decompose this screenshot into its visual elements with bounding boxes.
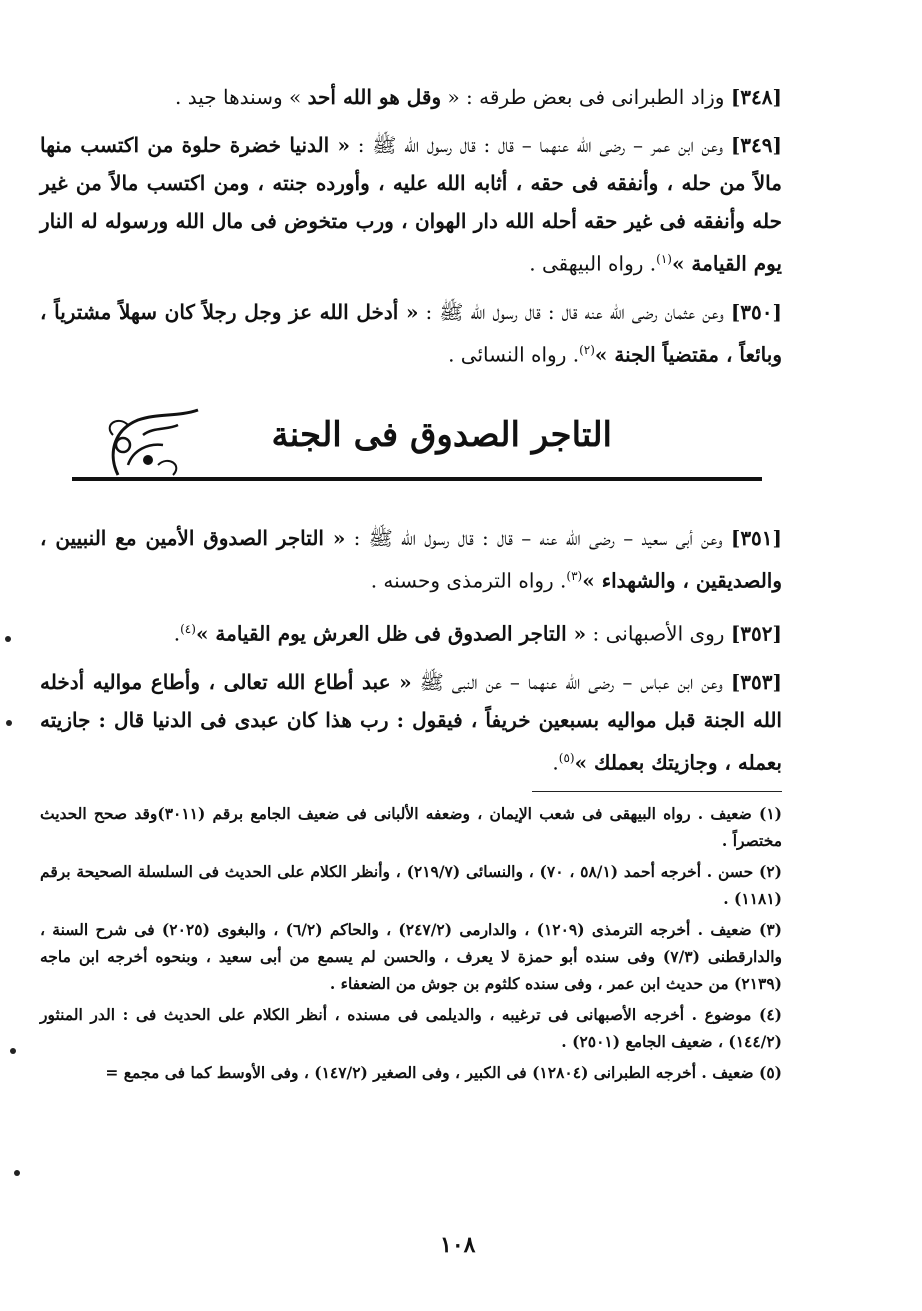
paragraph-quote: « أدخل الله عز وجل رجلاً كان سهلاً مشترياً ، وبائعاً ، مقتضياً الجنة » (40, 299, 782, 367)
footnote: (١) ضعيف . رواه البيهقى فى شعب الإيمان ، وضعفه الألبانى فى ضعيف الجامع برقم (٣٠١١)وقد صحح الحديث مختصراً . (40, 804, 782, 851)
footnote: (٣) ضعيف . أخرجه الترمذى (١٢٠٩) ، والدارمى (٢٤٧/٢) ، والحاكم (٦/٢) ، والبغوى (٢٠٢٥) فى شرح السنة ، والدارقطنى (٧/٣) وفى سنده أبو حمزة لا يعرف ، والحسن لم يسمع من أبى سعيد ، وبنحوه أخرجه ابن ماجه (٢١٣٩) من حديث ابن عمر ، وفى سنده كلثوم بن جوش من الضعفاء . (40, 920, 783, 994)
footnote: (٤) موضوع . أخرجه الأصبهانى فى ترغيبه ، والديلمى فى مسنده ، أنظر الكلام على الحديث فى : الدر المنثور (١٤٤/٢) ، ضعيف الجامع (٢٥٠١) . (40, 1005, 782, 1052)
hadith-number: [٣٥١] (730, 526, 783, 551)
paragraph-quote: « عبد أطاع الله تعالى ، وأطاع مواليه أدخله الله الجنة قبل مواليه بسبعين خريفاً ، فيقول : رب هذا كان عبدى فى الدنيا قال : جازيته بعمله ، وجازيتك بعملك » (40, 669, 782, 775)
section-heading: التاجر الصدوق فى الجنة (271, 415, 612, 456)
footnote-ref: (١) (656, 252, 672, 266)
footnote: (٥) ضعيف . أخرجه الطبرانى (١٢٨٠٤) فى الكبير ، وفى الصغير (١٤٧/٢) ، وفى الأوسط كما فى مجمع = (105, 1063, 782, 1083)
paragraph-quote: « التاجر الصدوق فى ظل العرش يوم القيامة » (195, 621, 587, 646)
footnote-ref: (٣) (566, 569, 583, 584)
hadith-number: [٣٥٢] (730, 621, 782, 646)
floral-ornament-icon (98, 405, 208, 485)
footnote: (٢) حسن . أخرجه أحمد (٥٨/١ ، ٧٠) ، والنسائى (٢١٩/٧) ، وأنظر الكلام على الحديث فى السلسلة الصحيحة برقم (١١٨١) . (40, 862, 782, 909)
paragraph-quote: « التاجر الصدوق الأمين مع النبيين ، والصديقين ، والشهداء » (40, 526, 782, 593)
paragraph-353 (40, 663, 782, 782)
hadith-number: [٣٥٠] (730, 299, 782, 324)
hadith-number: [٣٥٣] (730, 669, 782, 694)
section-heading-block (40, 395, 782, 505)
footnote-divider (532, 791, 782, 792)
page-body (40, 78, 782, 1090)
paragraph-text: وعن ابن عمر – رضى الله عنهما – قال : قال رسول الله ﷺ : (350, 133, 731, 157)
paragraph-tail: . رواه الترمذى وحسنه . (370, 568, 567, 593)
paragraph-tail: . (173, 621, 181, 646)
hadith-number: [٣٤٩] (730, 133, 782, 157)
footnote-ref: (٢) (579, 342, 595, 357)
paragraph-348 (40, 78, 782, 116)
paragraph-quote: « الدنيا خضرة حلوة من اكتسب منها مالاً من حله ، وأنفقه فى حقه ، أثابه الله عليه ، وأورده جنته ، ومن اكتسب مالاً من غير حله وأنفقه فى غير حقه أحله الله دار الهوان ، ورب متخوض فى مال الله ورسوله له النار يوم القيامة » (40, 133, 782, 276)
footnote-ref: (٥) (558, 750, 575, 765)
paragraph-text: وزاد الطبرانى فى بعض طرقه : « (441, 85, 731, 109)
paragraph-tail: » وسندها جيد . (175, 85, 308, 109)
footnote-ref: (٤) (180, 621, 196, 636)
paragraph-tail: . رواه النسائى . (448, 342, 580, 367)
paragraph-text: وعن عثمان رضى الله عنه قال : قال رسول الله ﷺ : (418, 299, 731, 324)
page-number: ١٠٨ (440, 1232, 476, 1258)
paragraph-351 (40, 519, 782, 600)
paragraph-text: وعن أبى سعيد – رضى الله عنه – قال : قال رسول الله ﷺ : (345, 526, 731, 551)
paragraph-text: روى الأصبهانى : (586, 621, 731, 646)
paragraph-text: وعن ابن عباس – رضى الله عنهما – عن النبى ﷺ (411, 669, 731, 694)
scan-mark (14, 1170, 20, 1176)
paragraph-349 (40, 126, 782, 283)
scan-mark (10, 1048, 16, 1054)
paragraph-tail: . (552, 750, 559, 775)
paragraph-tail: . رواه البيهقى . (529, 251, 657, 276)
paragraph-352 (40, 610, 782, 653)
hadith-number: [٣٤٨] (730, 85, 782, 109)
paragraph-350 (40, 293, 782, 374)
heading-rule (72, 477, 762, 481)
paragraph-quote: وقل هو الله أحد (307, 85, 442, 109)
scan-mark (6, 720, 12, 726)
footnotes (40, 791, 782, 1086)
scan-mark (5, 636, 11, 642)
